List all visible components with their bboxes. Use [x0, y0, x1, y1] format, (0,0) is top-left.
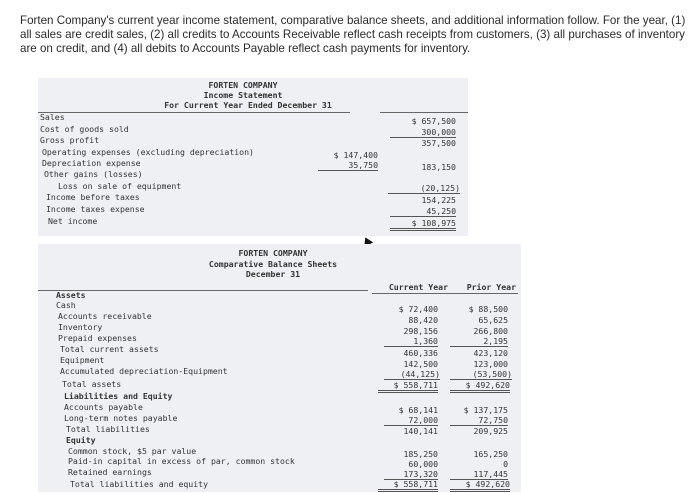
income-dep-value: 183,150 — [421, 162, 456, 172]
bs-current-value: 88,420 — [408, 315, 438, 325]
bs-label: Total current assets — [60, 344, 159, 354]
bs-label: Prepaid expenses — [58, 333, 137, 343]
bs-label: Common stock, $5 par value — [68, 446, 197, 456]
income-ibt-label: Income before taxes — [46, 192, 140, 202]
bs-prior-value: 123,000 — [473, 359, 508, 369]
income-opex-label: Operating expenses (excluding depreciation) — [42, 147, 254, 157]
income-title: Income Statement — [203, 90, 283, 100]
bs-prior-value: 2,195 — [450, 336, 508, 347]
income-tax-label: Income taxes expense — [46, 204, 145, 214]
bs-label: Cash — [56, 300, 76, 310]
income-period: For Current Year Ended December 31 — [164, 100, 332, 110]
bs-label: Long-term notes payable — [64, 413, 178, 423]
income-gross-label: Gross profit — [40, 135, 100, 145]
bs-current-value: (44,125) — [384, 369, 440, 380]
bs-prior-value: 423,120 — [473, 348, 508, 358]
balance-company: FORTEN COMPANY — [238, 248, 308, 258]
income-other-label: Other gains (losses) — [44, 169, 143, 179]
income-net-value: $ 108,975 — [390, 218, 456, 231]
bs-label: Paid-in capital in excess of par, common stock — [68, 456, 295, 466]
income-cogs-value: 300,000 — [390, 127, 456, 138]
bs-current-value: 185,250 — [403, 449, 438, 459]
income-statement — [38, 78, 468, 236]
bs-label: Inventory — [58, 322, 103, 332]
bs-current-value: $ 68,141 — [398, 405, 438, 415]
income-dep-inner: 35,750 — [318, 160, 378, 171]
bs-prior-value: $ 88,500 — [468, 304, 508, 314]
bs-current-value: 173,320 — [384, 469, 438, 480]
income-tax-value: 45,250 — [390, 206, 456, 217]
bs-prior-value: (53,500) — [450, 369, 512, 380]
problem-intro: Forten Company's current year income statement, comparative balance sheets, and additional information follow. For the year, (1) all sales are credit sales, (2) all credits to Accounts Receivable reflect cash receipts from customers, (3) all purchases of inventory are on credit, and (4) all debits to Accounts Payable reflect cash payments for inventory. — [20, 14, 686, 55]
bs-label: Accumulated depreciation-Equipment — [60, 366, 228, 376]
bs-label: Accounts receivable — [58, 311, 152, 321]
bs-prior-value: $ 137,175 — [463, 405, 508, 415]
bs-prior-value: 209,925 — [473, 426, 508, 436]
bs-label: Assets — [56, 290, 86, 300]
income-sales-label: Sales — [40, 112, 65, 122]
balance-period: December 31 — [245, 269, 301, 279]
income-sales-value: $ 657,500 — [411, 116, 456, 126]
bs-prior-value: 0 — [503, 459, 508, 469]
bs-current-value: 60,000 — [408, 459, 438, 469]
income-ibt-value: 154,225 — [421, 195, 456, 205]
bs-prior-value: $ 492,620 — [450, 380, 510, 393]
bs-current-value: 460,336 — [403, 348, 438, 358]
bs-current-value: 298,156 — [403, 326, 438, 336]
bs-current-value: $ 558,711 — [378, 479, 438, 492]
col-current-year: Current Year — [388, 282, 448, 292]
bs-current-value: 72,000 — [384, 415, 438, 426]
income-gross-value: 357,500 — [421, 138, 456, 148]
income-dep-label: Depreciation expense — [42, 158, 141, 168]
income-net-label: Net income — [48, 216, 98, 226]
bs-label: Liabilities and Equity — [64, 391, 173, 401]
income-loss-value: (20,125) — [388, 183, 460, 194]
col-prior-year: Prior Year — [466, 282, 516, 292]
bs-label: Retained earnings — [68, 467, 152, 477]
bs-prior-value: 266,800 — [473, 326, 508, 336]
bs-label: Equity — [66, 435, 96, 445]
bs-current-value: 1,360 — [384, 336, 438, 347]
bs-label: Accounts payable — [64, 402, 143, 412]
income-opex-inner: $ 147,400 — [333, 150, 378, 160]
bs-prior-value: 72,750 — [450, 415, 508, 426]
bs-label: Total assets — [62, 379, 122, 389]
bs-current-value: 140,141 — [403, 426, 438, 436]
balance-sheet — [38, 244, 521, 492]
bs-current-value: 142,500 — [403, 359, 438, 369]
bs-label: Total liabilities and equity — [70, 479, 209, 489]
bs-label: Total liabilities — [66, 424, 150, 434]
bs-prior-value: 117,445 — [450, 469, 508, 480]
income-company: FORTEN COMPANY — [208, 80, 278, 90]
income-cogs-label: Cost of goods sold — [40, 124, 129, 134]
bs-current-value: $ 558,711 — [378, 380, 438, 393]
bs-current-value: $ 72,400 — [398, 304, 438, 314]
bs-prior-value: 165,250 — [473, 449, 508, 459]
bs-label: Equipment — [60, 355, 105, 365]
bs-prior-value: 65,625 — [478, 315, 508, 325]
bs-prior-value: $ 492,620 — [450, 479, 510, 492]
income-loss-label: Loss on sale of equipment — [58, 181, 182, 191]
balance-title: Comparative Balance Sheets — [208, 259, 338, 269]
